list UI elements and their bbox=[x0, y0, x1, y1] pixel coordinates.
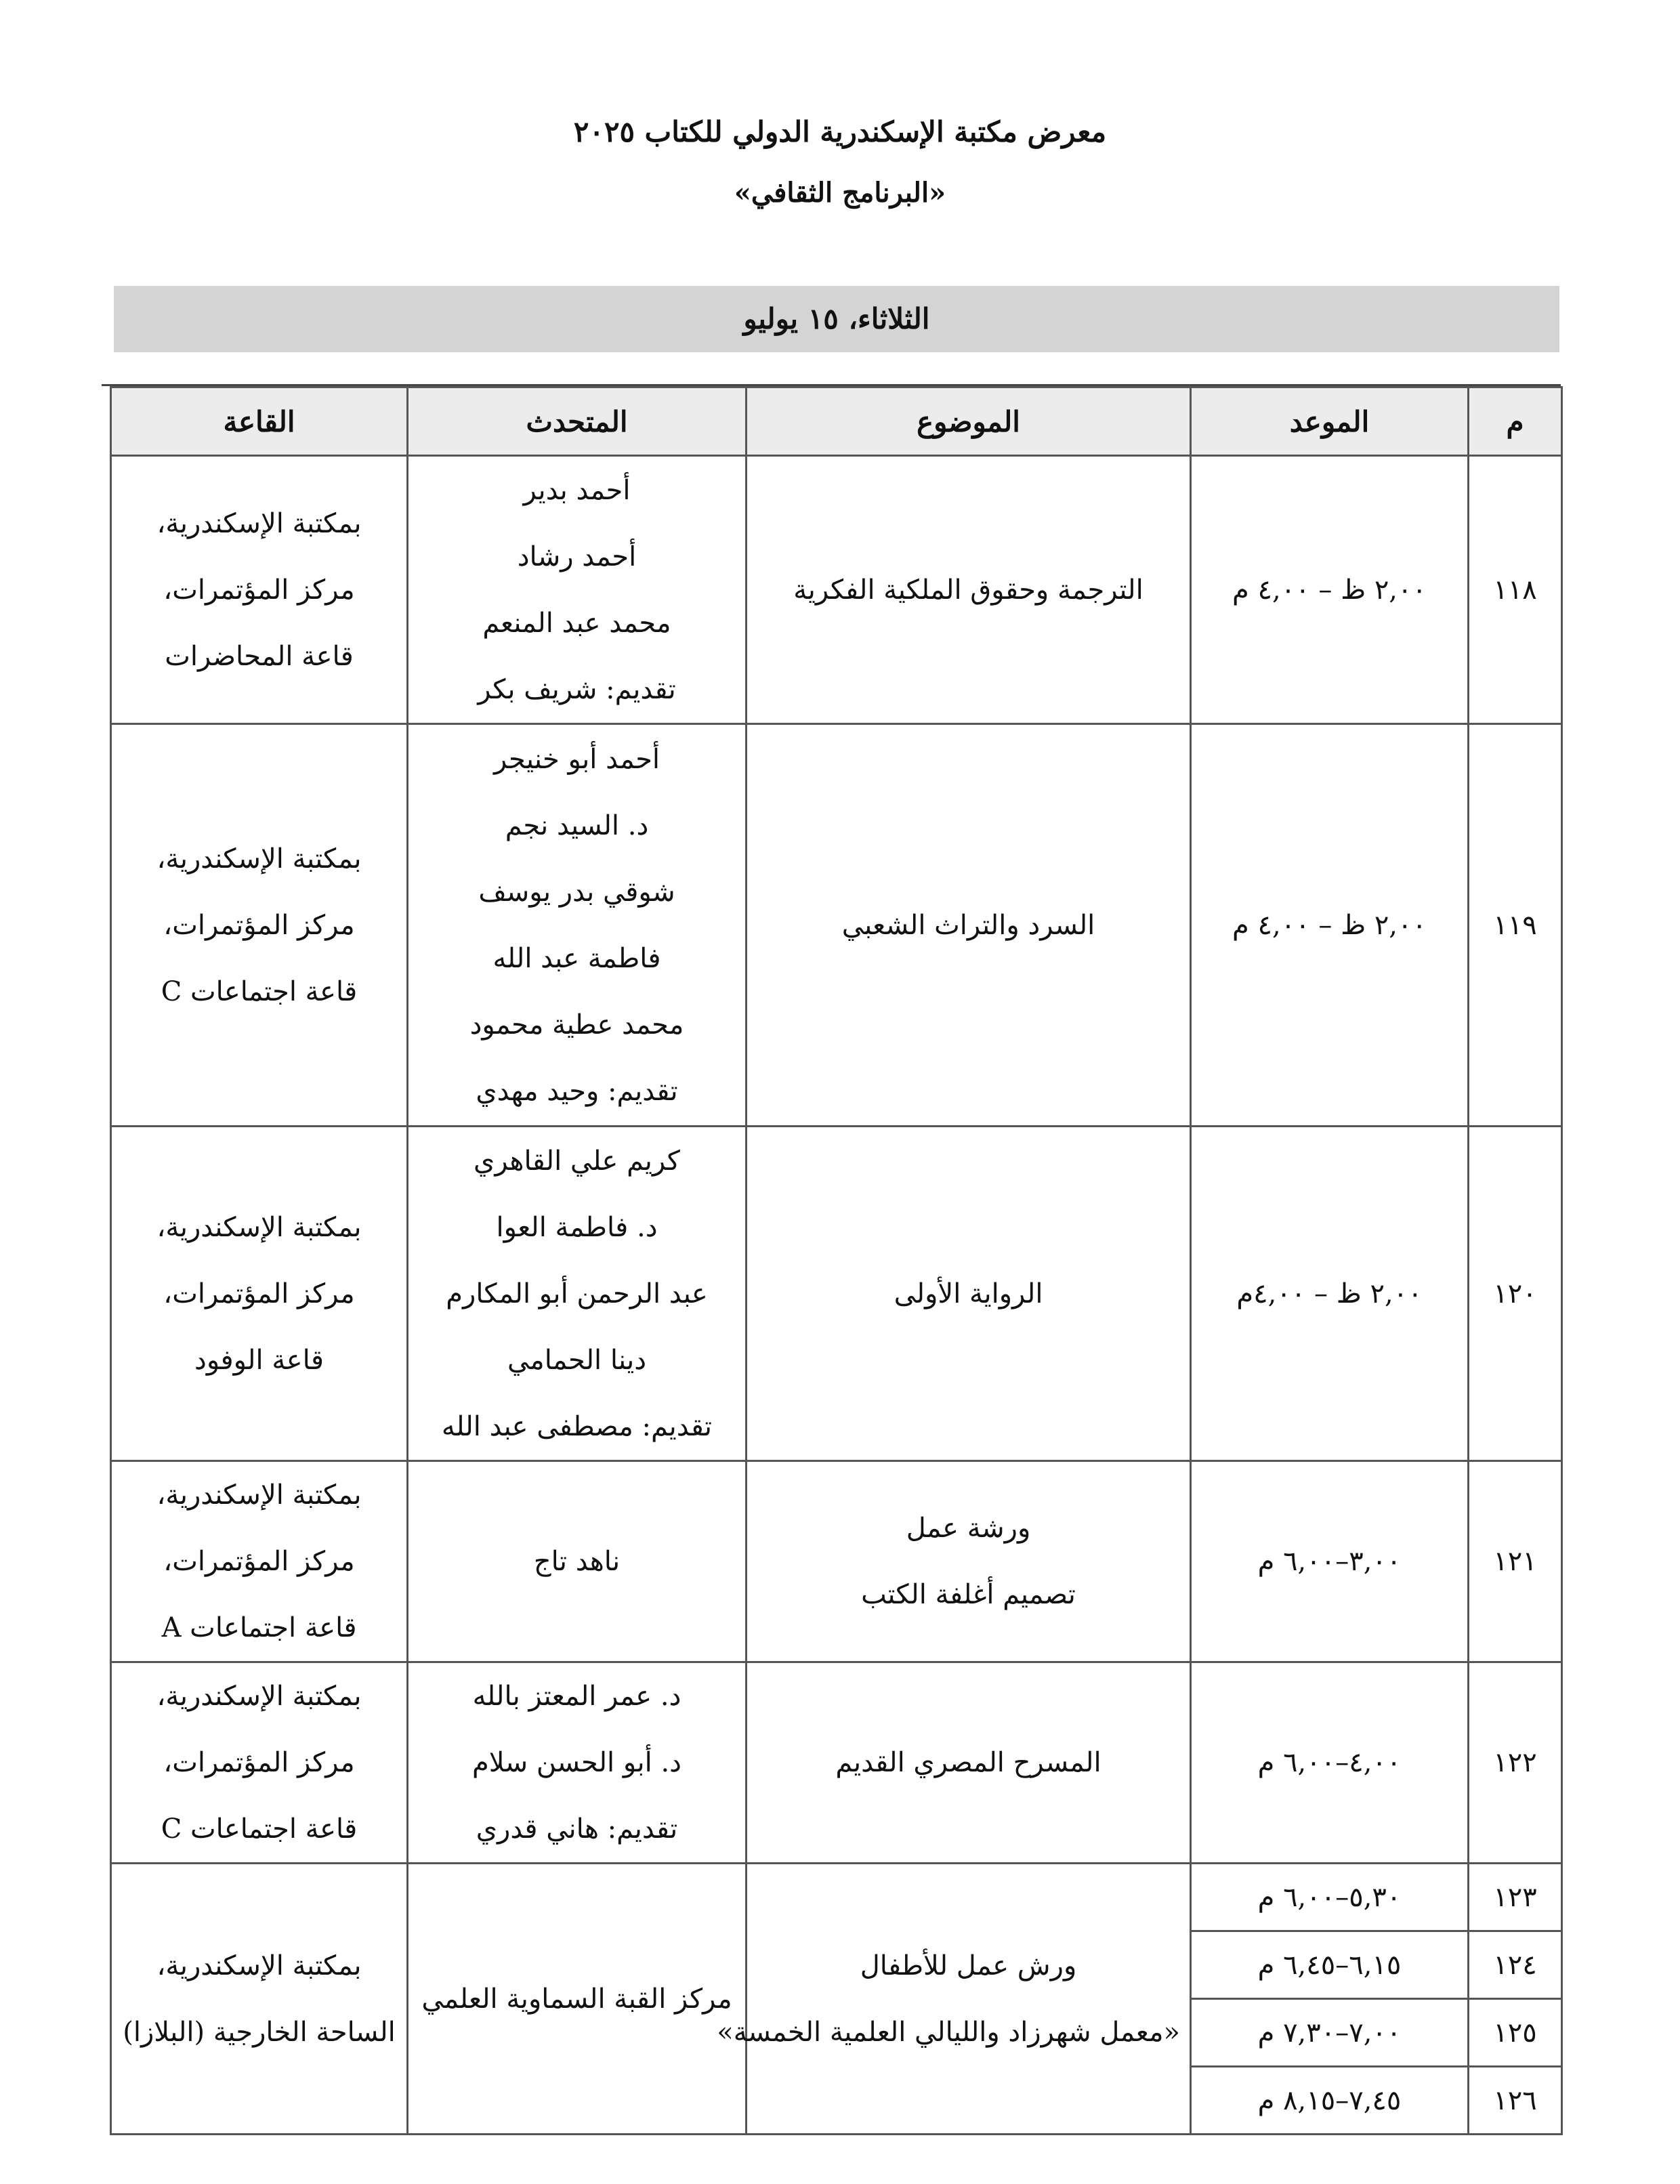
speaker-name: د. السيد نجم bbox=[505, 810, 649, 841]
session-number: ١٢١ bbox=[1469, 1461, 1562, 1662]
speaker-name: عبد الرحمن أبو المكارم bbox=[446, 1278, 708, 1309]
session-topic bbox=[717, 1864, 1191, 2135]
venue-line: بمكتبة الإسكندرية، bbox=[156, 1681, 362, 1712]
session-number: ١٢٣ bbox=[1469, 1864, 1562, 1931]
session-speakers bbox=[408, 1864, 747, 2135]
speaker-name: فاطمة عبد الله bbox=[492, 942, 661, 974]
session-number: ١٢٥ bbox=[1469, 1999, 1562, 2067]
column-header-num: م bbox=[1469, 387, 1562, 456]
page-header bbox=[0, 102, 1680, 224]
venue-line: مركز المؤتمرات، bbox=[163, 1747, 355, 1778]
topic-line: ورشة عمل bbox=[906, 1513, 1031, 1544]
topic-line: المسرح المصري القديم bbox=[835, 1747, 1101, 1778]
session-time: ٤,٠٠–٦,٠٠ م bbox=[1191, 1662, 1469, 1864]
session-speakers bbox=[408, 1662, 747, 1864]
session-time: ٦,١٥–٦,٤٥ م bbox=[1191, 1931, 1469, 1999]
venue-line: مركز المؤتمرات، bbox=[163, 1278, 355, 1309]
session-speakers bbox=[408, 456, 747, 724]
speaker-name: دينا الحمامي bbox=[507, 1344, 647, 1376]
session-venue bbox=[111, 1864, 408, 2135]
speaker-name: أحمد بدير bbox=[523, 474, 631, 506]
venue-line: قاعة اجتماعات C bbox=[161, 1813, 358, 1845]
page-title: معرض مكتبة الإسكندرية الدولي للكتاب ٢٠٢٥ bbox=[573, 115, 1107, 148]
session-venue bbox=[111, 1461, 408, 1662]
session-venue bbox=[111, 724, 408, 1127]
venue-line: بمكتبة الإسكندرية، bbox=[156, 1211, 362, 1243]
speaker-name: شوقي بدر يوسف bbox=[478, 876, 675, 908]
speaker-name: تقديم: مصطفى عبد الله bbox=[441, 1410, 713, 1442]
session-time: ٧,٠٠–٧,٣٠ م bbox=[1191, 1999, 1469, 2067]
speaker-name: تقديم: هاني قدري bbox=[476, 1813, 678, 1845]
venue-line: مركز المؤتمرات، bbox=[163, 1546, 355, 1577]
session-time: ٢,٠٠ ظ – ٤,٠٠ م bbox=[1191, 456, 1469, 724]
session-time: ٢,٠٠ ظ – ٤,٠٠م bbox=[1191, 1127, 1469, 1461]
speaker-name: محمد عطية محمود bbox=[469, 1009, 684, 1041]
session-venue bbox=[111, 456, 408, 724]
speaker-name: أحمد رشاد bbox=[517, 541, 637, 572]
speaker-name: د. أبو الحسن سلام bbox=[472, 1747, 681, 1778]
table-header-row bbox=[111, 387, 1562, 456]
table-row bbox=[111, 456, 1562, 724]
venue-line: بمكتبة الإسكندرية، bbox=[156, 1950, 362, 1981]
venue-line: الساحة الخارجية (البلازا) bbox=[123, 2016, 396, 2048]
session-topic bbox=[747, 1662, 1191, 1864]
topic-line: تصميم أغلفة الكتب bbox=[861, 1579, 1076, 1610]
page-subtitle: «البرنامج الثقافي» bbox=[734, 177, 946, 209]
topic-line: ورش عمل للأطفال bbox=[860, 1950, 1077, 1981]
session-number: ١٢٢ bbox=[1469, 1662, 1562, 1864]
topic-line: «معمل شهرزاد والليالي العلمية الخمسة» bbox=[717, 2016, 1180, 2048]
column-header-time: الموعد bbox=[1191, 387, 1469, 456]
session-topic bbox=[747, 1461, 1191, 1662]
speaker-name: د. فاطمة العوا bbox=[496, 1211, 658, 1243]
venue-line: قاعة اجتماعات A bbox=[161, 1612, 357, 1643]
column-header-venue: القاعة bbox=[111, 387, 408, 456]
session-time: ٥,٣٠–٦,٠٠ م bbox=[1191, 1864, 1469, 1931]
table-row bbox=[111, 1864, 1562, 1931]
speaker-name: تقديم: وحيد مهدي bbox=[476, 1075, 678, 1107]
venue-line: بمكتبة الإسكندرية، bbox=[156, 1479, 362, 1511]
venue-line: بمكتبة الإسكندرية، bbox=[156, 507, 362, 539]
venue-line: قاعة المحاضرات bbox=[165, 640, 354, 672]
session-venue bbox=[111, 1662, 408, 1864]
speaker-name: أحمد أبو خنيجر bbox=[493, 743, 660, 775]
venue-line: مركز المؤتمرات، bbox=[163, 574, 355, 606]
topic-line: الرواية الأولى bbox=[894, 1278, 1043, 1309]
session-venue bbox=[111, 1127, 408, 1461]
table-row bbox=[111, 1662, 1562, 1864]
column-header-speaker: المتحدث bbox=[408, 387, 747, 456]
table-row bbox=[111, 1127, 1562, 1461]
session-number: ١١٨ bbox=[1469, 456, 1562, 724]
session-time: ٣,٠٠–٦,٠٠ م bbox=[1191, 1461, 1469, 1662]
venue-line: قاعة اجتماعات C bbox=[161, 975, 358, 1007]
speaker-name: د. عمر المعتز بالله bbox=[472, 1681, 681, 1712]
session-number: ١٢٤ bbox=[1469, 1931, 1562, 1999]
speaker-name: محمد عبد المنعم bbox=[482, 607, 671, 639]
session-topic bbox=[747, 456, 1191, 724]
session-number: ١١٩ bbox=[1469, 724, 1562, 1127]
table-row bbox=[111, 724, 1562, 1127]
venue-line: بمكتبة الإسكندرية، bbox=[156, 843, 362, 875]
speaker-name: مركز القبة السماوية العلمي bbox=[421, 1983, 732, 2015]
table-row bbox=[111, 1461, 1562, 1662]
speaker-name: ناهد تاج bbox=[533, 1546, 621, 1577]
speaker-name: تقديم: شريف بكر bbox=[478, 673, 676, 705]
topic-line: الترجمة وحقوق الملكية الفكرية bbox=[793, 574, 1143, 606]
day-banner: الثلاثاء، ١٥ يوليو bbox=[114, 286, 1559, 352]
session-time: ٢,٠٠ ظ – ٤,٠٠ م bbox=[1191, 724, 1469, 1127]
session-speakers bbox=[408, 1127, 747, 1461]
session-time: ٧,٤٥–٨,١٥ م bbox=[1191, 2067, 1469, 2135]
venue-line: مركز المؤتمرات، bbox=[163, 909, 355, 941]
session-number: ١٢٠ bbox=[1469, 1127, 1562, 1461]
column-header-topic: الموضوع bbox=[747, 387, 1191, 456]
session-speakers bbox=[408, 724, 747, 1127]
session-number: ١٢٦ bbox=[1469, 2067, 1562, 2135]
venue-line: قاعة الوفود bbox=[194, 1344, 324, 1376]
schedule-table bbox=[110, 386, 1563, 2135]
session-topic bbox=[747, 1127, 1191, 1461]
session-speakers bbox=[408, 1461, 747, 1662]
session-topic bbox=[747, 724, 1191, 1127]
speaker-name: كريم علي القاهري bbox=[474, 1145, 680, 1177]
topic-line: السرد والتراث الشعبي bbox=[841, 909, 1095, 941]
